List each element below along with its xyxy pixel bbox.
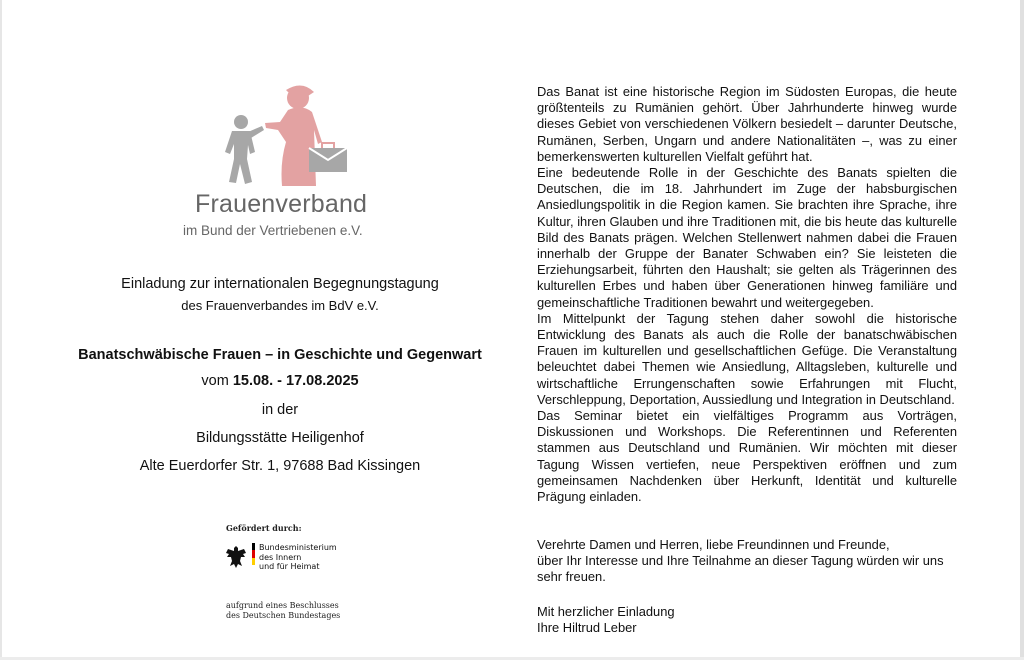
body-text <box>537 84 957 505</box>
sign-off-name: Ihre Hiltrud Leber <box>537 620 637 636</box>
ministry-name <box>259 543 337 572</box>
body-paragraph: Das Banat ist eine historische Region im Südosten Europas, die heute größtenteils zu Rumänien gehört. Über Jahrhunderte hinweg wurde dieses Gebiet von verschiedenen Völkern besiedelt – darunter Deutsche, Rumänen, Serben, Ungarn und andere Nationalitäten –, was zu einer bemerkenswerten kulturellen Vielfalt geführt hat. <box>537 84 957 164</box>
closing-sentence: über Ihr Interesse und Ihre Teilnahme an dieser Tagung würden wir uns sehr freuen. <box>537 553 944 585</box>
event-title: Banatschwäbische Frauen – in Geschichte und Gegenwart <box>78 347 482 363</box>
event-venue: Bildungsstätte Heiligenhof <box>196 430 364 446</box>
body-paragraph: Im Mittelpunkt der Tagung stehen daher sowohl die historische Entwicklung des Banats als auch die Rolle der banatschwäbischen Frauen im kulturellen und gesellschaftlichen Gefüge. Die Veranstaltung beleuchtet dabei Themen wie Ansiedlung, Alltagsleben, kulturelle und wirtschaftliche Errungenschaften sowie Erfahrungen mit Flucht, Verschleppung, Deportation, Aussiedlung und Integration in Deutschland. <box>537 310 957 407</box>
page-edge-left <box>0 0 2 660</box>
resolution-line: des Deutschen Bundestages <box>226 611 341 620</box>
invitation-subtitle: des Frauenverbandes im BdV e.V. <box>181 298 379 313</box>
org-subtitle: im Bund der Vertriebenen e.V. <box>183 223 363 238</box>
german-flag-icon <box>252 543 255 565</box>
resolution-line: aufgrund eines Beschlusses <box>226 601 339 610</box>
bundestag-resolution <box>226 601 340 621</box>
body-paragraph: Das Seminar bietet ein vielfältiges Programm aus Vorträgen, Diskussionen und Workshops. Die Referentinnen und Referenten stammen aus Deutschland und Rumänien. Wir möchten mit dieser Tagung Wissen vertiefen, neue Perspektiven eröffnen und zum gemeinsamen Nachdenken über Herkunft, Identität und kulturelle Prägung einladen. <box>537 408 957 505</box>
sign-off <box>537 604 675 636</box>
page-edge-right <box>1020 0 1024 660</box>
federal-eagle-icon <box>225 542 247 578</box>
funding-label: Gefördert durch: <box>226 523 302 533</box>
invitation-title: Einladung zur internationalen Begegnungstagung <box>121 276 439 292</box>
event-dates <box>40 373 520 389</box>
event-address: Alte Euerdorfer Str. 1, 97688 Bad Kissingen <box>139 458 421 474</box>
event-dates-prefix: vom <box>201 373 233 389</box>
event-dates-value: 15.08. - 17.08.2025 <box>232 373 359 389</box>
sign-off-greeting: Mit herzlicher Einladung <box>537 604 675 619</box>
mother-with-child-and-suitcase-icon <box>210 82 350 192</box>
org-name: Frauenverband <box>195 190 368 218</box>
event-in-der: in der <box>261 402 299 418</box>
ministry-line: und für Heimat <box>259 562 320 571</box>
closing-text <box>537 537 967 586</box>
ministry-line: Bundesministerium <box>259 543 337 552</box>
body-paragraph: Eine bedeutende Rolle in der Geschichte des Banats spielten die Deutschen, die im 18. Jahrhundert im Zuge der habsburgischen Ansiedlungspolitik in die Region kamen. Sie brachten ihre Sprache, ihre Kultur, ihren Glauben und ihre Traditionen mit, die bis heute das kulturelle Bild des Banats prägen. Welchen Stellenwert nahmen dabei die Frauen innerhalb der Gruppe der Banater Schwaben ein? Sie leisteten die Erziehungsarbeit, führten den Haushalt; sie gelten als Trägerinnen des kulturellen Erbes und haben über Generationen hinweg familiäre und gemeinschaftliche Traditionen bewahrt und weitergegeben. <box>537 165 957 310</box>
ministry-line: des Innern <box>259 552 302 562</box>
salutation: Verehrte Damen und Herren, liebe Freundinnen und Freunde, <box>537 537 890 552</box>
